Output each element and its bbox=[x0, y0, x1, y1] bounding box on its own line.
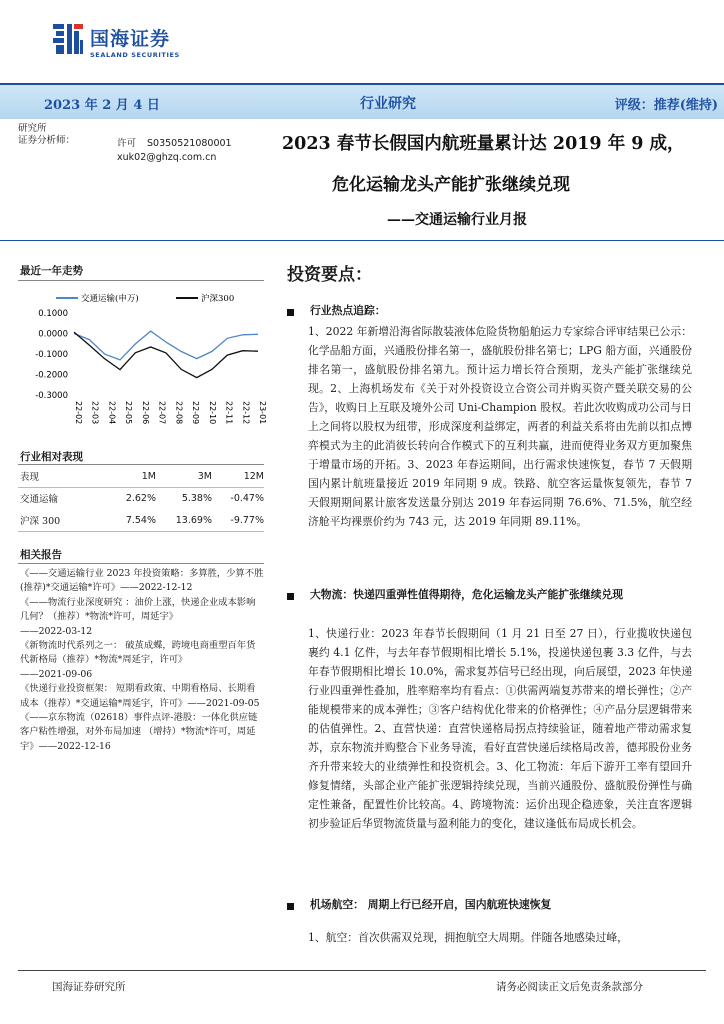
legend-label-transport: 交通运输(申万) bbox=[81, 294, 139, 304]
logo-chinese-name: 国海证券 bbox=[90, 28, 171, 50]
related-report-item: ——2021-09-06 bbox=[20, 668, 93, 680]
x-tick-label: 22-11 bbox=[224, 401, 234, 425]
bullet-icon bbox=[287, 903, 294, 910]
logo-english-name: SEALAND SECURITIES bbox=[90, 51, 180, 59]
perf-row-csi300 bbox=[20, 509, 264, 531]
report-subtitle: ——交通运输行业月报 bbox=[387, 212, 527, 228]
perf-row-transport bbox=[20, 487, 264, 509]
bullet-icon bbox=[287, 309, 294, 316]
report-date: 2023 年 2 月 4 日 bbox=[44, 98, 160, 113]
y-tick-label: -0.1000 bbox=[35, 350, 68, 360]
perf-cell: 13.69% bbox=[175, 514, 212, 526]
x-tick-label: 22-06 bbox=[140, 401, 150, 425]
chart-legend bbox=[56, 293, 234, 304]
perf-header-cell: 3M bbox=[197, 470, 212, 482]
x-tick-label: 23-01 bbox=[258, 401, 267, 425]
logistics-paragraph: 1、快递行业：2023 年春节长假期间（1 月 21 日至 27 日），行业揽收快递包裹约 4.1 亿件，与去年春节假期相比增长 5.1%，投递快递包裹 3.3 亿件，与去年春节假期相比增长 10.0%，需求复苏信号已经出现，向后展望，2023 年快递行业四重弹性叠加，胜率赔率均有看点：①供需两端复苏带来的增长弹性；②产能规模带来的成本弹性；③客户结构优化带来的价格弹性；④产品分层逻辑带来的估值弹性。2、直营快递：直营快递格局拐点持续验证，随着地产带动需求复苏，京东物流并购整合下业务导流，看好直营快递后续格局改善，德邦股份业务齐升带来较大的业绩弹性和投资机会。3、化工物流：年后下游开工率有望回升修复情绪，头部企业产能扩张逻辑持续兑现，当前兴通股份、盛航股份弹性与确定性兼备，配置性价比较高。4、跨境物流：运价出现企稳迹象，关注直客逻辑初步验证后华贸物流货量与盈利能力的变化，建议逢低布局成长机会。 bbox=[308, 627, 692, 830]
trend-section-divider bbox=[18, 280, 264, 281]
footer-institute: 国海证券研究所 bbox=[52, 981, 126, 993]
y-tick-label: 0.1000 bbox=[38, 309, 68, 319]
x-tick-label: 22-03 bbox=[90, 401, 100, 425]
report-banner bbox=[0, 83, 724, 119]
perf-header-row bbox=[20, 465, 264, 487]
hotspots-paragraph: 1、2022 年新增沿海省际散装液体危险货物船舶运力专家综合评审结果已公示：化学品船方面，兴通股份排名第一，盛航股份排名第七；LPG 船方面，兴通股份排名第一，盛航股份排名第九。预计运力增长符合预期，龙头产能扩张继续兑现。2、上海机场发布《关于对外投资设立合资公司并购买资产暨关联交易的公告》，收购日上互联及境外公司 Uni-Champion 股权。若此次收购成功公司与日上之间将以股权为纽带，形成深度利益绑定，两者的利益关系将由先前以扣点博弈模式为主的此消彼长转向合作模式下的互利共赢，进而使得业务双方更加聚焦于增量市场的开拓。3、2023 年春运期间，出行需求快速恢复，春节 7 天假期国内累计航班量接近 2019 年同期 9 成。铁路、航空客运量恢复领先，春节 7 天假期期间累计旅客发送量分别达 2019 年春运同期 76.6%、71.5%，航空经济舱平均裸票价约为 743 元，达 2019 年同期 89.11%。 bbox=[308, 325, 692, 528]
x-tick-label: 22-02 bbox=[74, 401, 83, 425]
x-tick-label: 22-08 bbox=[174, 401, 184, 425]
perf-header-cell: 12M bbox=[243, 470, 264, 482]
investment-highlights-heading: 投资要点： bbox=[287, 265, 372, 285]
series-line-csi300 bbox=[74, 332, 258, 378]
x-tick-label: 22-10 bbox=[207, 401, 217, 425]
trend-line-chart bbox=[18, 283, 266, 433]
bullet-icon bbox=[287, 593, 294, 600]
footer-divider bbox=[18, 970, 706, 971]
related-report-item[interactable]: 《新物流时代系列之一： 破茧成蝶，跨境电商重塑百年货代新格局（推荐）*物流*周延宇，许可》 bbox=[20, 640, 256, 666]
y-tick-label: -0.3000 bbox=[35, 391, 68, 401]
footer-disclaimer[interactable]: 请务必阅读正文后免责条款部分 bbox=[496, 981, 643, 993]
report-title-line2: 危化运输龙头产能扩张继续兑现 bbox=[332, 175, 570, 195]
related-report-item: ——2022-03-12 bbox=[20, 625, 93, 637]
x-tick-label: 22-12 bbox=[241, 401, 251, 425]
title-divider bbox=[0, 240, 724, 241]
x-tick-label: 22-09 bbox=[191, 401, 201, 425]
related-section-title: 相关报告 bbox=[20, 549, 62, 561]
trend-section-title: 最近一年走势 bbox=[20, 265, 83, 277]
legend-label-csi300: 沪深300 bbox=[201, 294, 235, 304]
sealand-logo-icon bbox=[52, 22, 84, 56]
perf-cell: -0.47% bbox=[230, 492, 264, 504]
perf-cell: 2.62% bbox=[125, 492, 156, 504]
company-logo bbox=[52, 22, 202, 66]
perf-header-cell: 1M bbox=[141, 470, 156, 482]
perf-cell: 7.54% bbox=[125, 514, 156, 526]
section-head-logistics: 大物流：快递四重弹性值得期待，危化运输龙头产能扩张继续兑现 bbox=[310, 588, 624, 601]
perf-cell: 5.38% bbox=[181, 492, 212, 504]
perf-cell: 沪深 300 bbox=[20, 516, 61, 527]
analyst-info bbox=[18, 123, 75, 147]
perf-table bbox=[20, 465, 264, 531]
section-head-industry-hotspots: 行业热点追踪： bbox=[310, 304, 386, 317]
report-type: 行业研究 bbox=[360, 96, 416, 112]
license-label: 许可 bbox=[117, 138, 137, 149]
report-title-line1: 2023 春节长假国内航班量累计达 2019 年 9 成， bbox=[282, 134, 685, 154]
related-report-item[interactable]: 《——京东物流（02618）事件点评-港股：一体化供应链客户粘性增强，对外布局加速 （增持）*物流*许可，周延宇》——2022-12-16 bbox=[20, 712, 258, 752]
related-report-item[interactable]: 《——交通运输行业 2023 年投资策略：多算胜，少算不胜(推荐)*交通运输*许可》——2022-12-12 bbox=[20, 568, 264, 594]
analyst-email[interactable]: xuk02@ghzq.com.cn bbox=[117, 152, 217, 163]
x-tick-label: 22-05 bbox=[124, 401, 134, 425]
perf-row-divider bbox=[18, 487, 264, 488]
x-tick-label: 22-04 bbox=[107, 401, 117, 425]
related-reports-list bbox=[20, 567, 264, 754]
license-number: S0350521080001 bbox=[147, 138, 232, 149]
analyst-label: 证券分析师： bbox=[18, 135, 76, 146]
aviation-paragraph: 1、航空：首次供需双兑现，拥抱航空大周期。伴随各地感染过峰， bbox=[308, 931, 628, 944]
perf-cell: 交通运输 bbox=[20, 494, 59, 505]
institute-label: 研究所 bbox=[18, 123, 47, 134]
analyst-contact bbox=[117, 137, 232, 165]
perf-section-title: 行业相对表现 bbox=[20, 451, 83, 463]
related-section-divider bbox=[18, 563, 264, 564]
section-body-logistics bbox=[308, 624, 692, 833]
perf-cell: -9.77% bbox=[230, 514, 264, 526]
related-report-item[interactable]: 《快递行业投资框架： 短期看政策、中期看格局、长期看成本（推荐）*交通运输*周延宇，许可》——2021-09-05 bbox=[20, 683, 260, 709]
report-rating: 评级：推荐(维持) bbox=[614, 98, 718, 113]
section-head-airport-aviation: 机场航空： 周期上行已经开启，国内航班快速恢复 bbox=[310, 898, 552, 911]
y-tick-label: 0.0000 bbox=[38, 329, 68, 340]
y-tick-label: -0.2000 bbox=[35, 370, 68, 381]
perf-header-cell: 表现 bbox=[20, 472, 40, 483]
perf-table-bottom bbox=[18, 531, 264, 532]
related-report-item[interactable]: 《——物流行业深度研究 ：油价上涨，快递企业成本影响几何？（推荐）*物流*许可，周延宇》 bbox=[20, 596, 256, 623]
x-tick-label: 22-07 bbox=[157, 401, 167, 425]
section-body-industry-hotspots bbox=[308, 322, 692, 531]
section-body-airport-aviation bbox=[308, 928, 692, 947]
